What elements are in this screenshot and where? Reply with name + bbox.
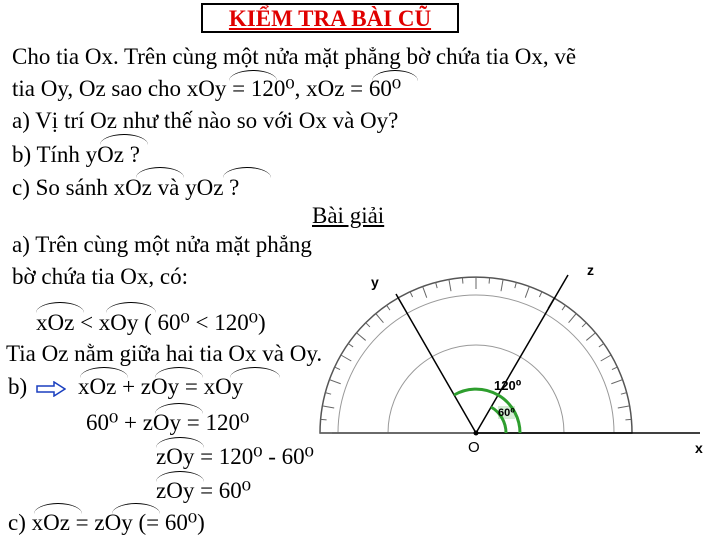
protractor-body [320,277,632,433]
solution-b-line-2: 60⁰ + zOy = 120⁰ [86,410,250,435]
protractor-tick [321,419,327,420]
protractor-tick [489,278,490,284]
label-y: y [371,274,379,290]
solution-a-line-2: bờ chứa tia Ox, có: [12,264,188,289]
problem-line-1: Cho tia Ox. Trên cùng một nửa mặt phẳng bờ chứa tia Ox, vẽ [12,44,577,69]
solution-b-label: b) [8,374,28,399]
solution-c-line-1: c) xOz = zOy (= 60⁰) [8,510,205,535]
solution-b-line-3: zOy = 120⁰ - 60⁰ [156,444,314,469]
problem-line-2: tia Oy, Oz sao cho xOy = 120⁰, xOz = 60⁰ [12,76,402,101]
solution-a-line-3: xOz < xOy ( 60⁰ < 120⁰) [36,310,266,335]
protractor-tick [625,419,631,420]
label-angle-120: 120⁰ [494,378,522,393]
solution-a-line-4: Tia Oz nằm giữa hai tia Ox và Oy. [6,341,323,366]
solution-a-line-1: a) Trên cùng một nửa mặt phẳng [12,232,312,257]
label-angle-60: 60⁰ [498,407,516,419]
problem-line-5: c) So sánh xOz và yOz ? [12,175,240,200]
protractor-tick [462,278,463,284]
label-z: z [587,262,594,278]
problem-line-4: b) Tính yOz ? [12,142,140,167]
page-title: KIỂM TRA BÀI CŨ [228,6,432,31]
label-o: O [468,439,480,456]
protractor [320,277,632,433]
origin-point [474,431,479,436]
solution-b-line-4: zOy = 60⁰ [156,478,252,503]
problem-line-3: a) Vị trí Oz như thế nào so với Ox và Oy? [12,108,399,133]
label-x: x [695,440,703,456]
solution-heading: Bài giải [312,203,385,228]
solution-b-line-1: xOz + zOy = xOy [78,374,244,399]
